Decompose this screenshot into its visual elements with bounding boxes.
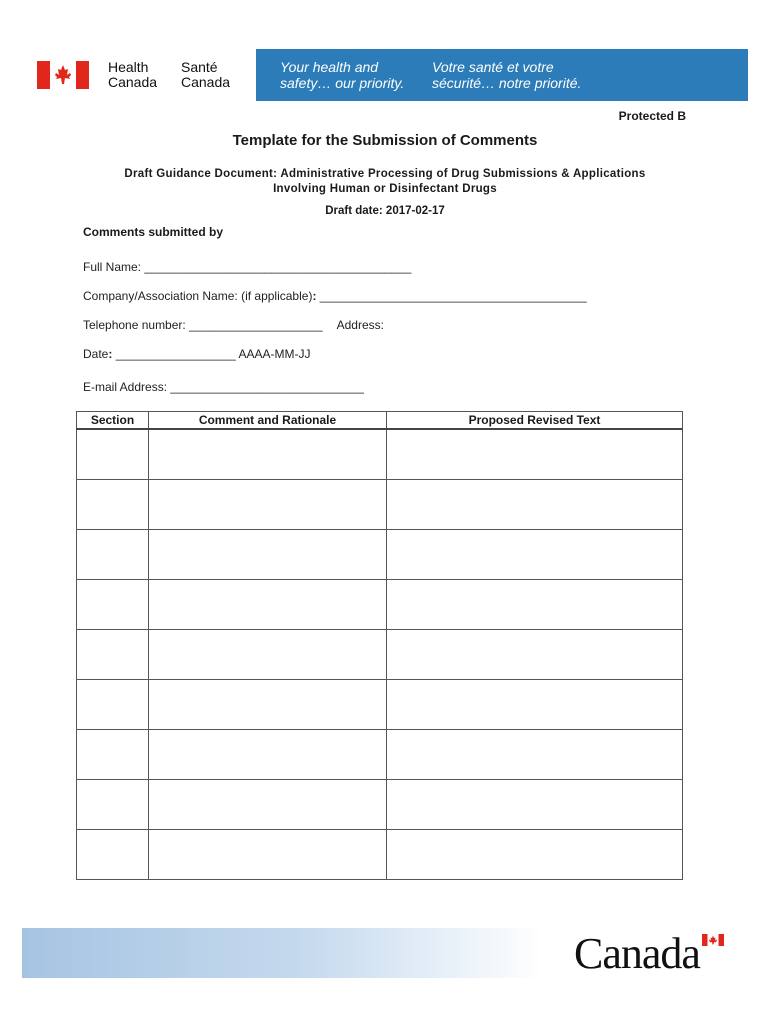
security-classification: Protected B — [618, 109, 686, 123]
slogan-en — [280, 59, 404, 91]
comment-cell[interactable] — [149, 530, 387, 580]
wordmark-flag-icon — [702, 934, 724, 946]
email-blank[interactable]: _____________________________ — [170, 380, 364, 394]
department-name-en-line1: Health — [108, 59, 149, 75]
document-subtitle-line1: Draft Guidance Document: Administrative Processing of Drug Submissions & Applications — [124, 168, 646, 180]
document-title: Template for the Submission of Comments — [232, 132, 538, 149]
department-name-fr — [181, 60, 230, 90]
section-cell[interactable] — [77, 680, 149, 730]
proposed-text-cell[interactable] — [387, 580, 683, 630]
canada-wordmark — [574, 928, 730, 976]
proposed-text-cell[interactable] — [387, 680, 683, 730]
comment-cell[interactable] — [149, 730, 387, 780]
table-row — [77, 530, 683, 580]
table-row — [77, 580, 683, 630]
comment-cell[interactable] — [149, 480, 387, 530]
column-header-proposed-text: Proposed Revised Text — [387, 412, 683, 430]
slogan-fr-line1: Votre santé et votre — [432, 59, 554, 75]
email-field[interactable] — [83, 380, 364, 394]
department-name-fr-line1: Santé — [181, 59, 218, 75]
page-header — [22, 49, 748, 101]
date-format-hint: AAAA-MM-JJ — [238, 347, 311, 361]
telephone-blank[interactable]: ____________________ — [189, 318, 323, 332]
section-cell[interactable] — [77, 830, 149, 880]
section-cell[interactable] — [77, 480, 149, 530]
section-cell[interactable] — [77, 429, 149, 480]
slogan-en-line2: safety… our priority. — [280, 75, 405, 91]
comments-table-body — [77, 429, 683, 880]
fip-signature — [22, 49, 256, 101]
table-row — [77, 680, 683, 730]
telephone-field[interactable] — [83, 318, 384, 332]
proposed-text-cell[interactable] — [387, 730, 683, 780]
slogan-fr-line2: sécurité… notre priorité. — [432, 75, 582, 91]
proposed-text-cell[interactable] — [387, 429, 683, 480]
address-label: Address: — [336, 318, 384, 332]
slogan-banner — [256, 49, 748, 101]
email-label: E-mail Address: — [83, 380, 168, 394]
draft-date: Draft date: 2017-02-17 — [325, 205, 445, 217]
comment-cell[interactable] — [149, 680, 387, 730]
section-cell[interactable] — [77, 580, 149, 630]
column-header-section: Section — [77, 412, 149, 430]
section-cell[interactable] — [77, 630, 149, 680]
company-label: Company/Association Name: (if applicable) — [83, 289, 313, 303]
table-header-row — [77, 412, 683, 430]
full-name-field[interactable] — [83, 260, 411, 274]
section-cell[interactable] — [77, 530, 149, 580]
document-subtitle-line2: Involving Human or Disinfectant Drugs — [273, 183, 497, 195]
section-heading-submitted-by: Comments submitted by — [83, 225, 224, 239]
proposed-text-cell[interactable] — [387, 530, 683, 580]
table-row — [77, 780, 683, 830]
table-row — [77, 630, 683, 680]
table-row — [77, 480, 683, 530]
department-name-fr-line2: Canada — [181, 74, 231, 90]
company-colon: : — [312, 289, 317, 303]
document-subtitle — [60, 167, 710, 197]
company-blank[interactable]: ________________________________________ — [316, 289, 587, 303]
canada-flag-icon — [37, 61, 89, 89]
proposed-text-cell[interactable] — [387, 830, 683, 880]
table-row — [77, 730, 683, 780]
company-field[interactable] — [83, 289, 587, 303]
comment-cell[interactable] — [149, 780, 387, 830]
slogan-fr — [432, 59, 581, 91]
proposed-text-cell[interactable] — [387, 780, 683, 830]
department-name-en — [108, 60, 157, 90]
section-cell[interactable] — [77, 730, 149, 780]
telephone-label: Telephone number: — [83, 318, 186, 332]
table-row — [77, 429, 683, 480]
proposed-text-cell[interactable] — [387, 630, 683, 680]
comments-table — [76, 411, 683, 880]
date-field[interactable] — [83, 347, 311, 361]
comment-cell[interactable] — [149, 630, 387, 680]
proposed-text-cell[interactable] — [387, 480, 683, 530]
comment-cell[interactable] — [149, 830, 387, 880]
comment-cell[interactable] — [149, 580, 387, 630]
department-name-en-line2: Canada — [108, 74, 158, 90]
full-name-blank[interactable]: ________________________________________ — [144, 260, 412, 274]
date-colon: : — [108, 347, 113, 361]
section-cell[interactable] — [77, 780, 149, 830]
slogan-en-line1: Your health and — [280, 59, 379, 75]
date-blank[interactable]: __________________ — [112, 347, 236, 361]
full-name-label: Full Name: — [83, 260, 142, 274]
table-row — [77, 830, 683, 880]
date-label: Date — [83, 347, 109, 361]
comment-cell[interactable] — [149, 429, 387, 480]
canada-wordmark-text: Canada — [574, 929, 700, 978]
column-header-comment: Comment and Rationale — [149, 412, 387, 430]
footer-band — [22, 928, 542, 978]
